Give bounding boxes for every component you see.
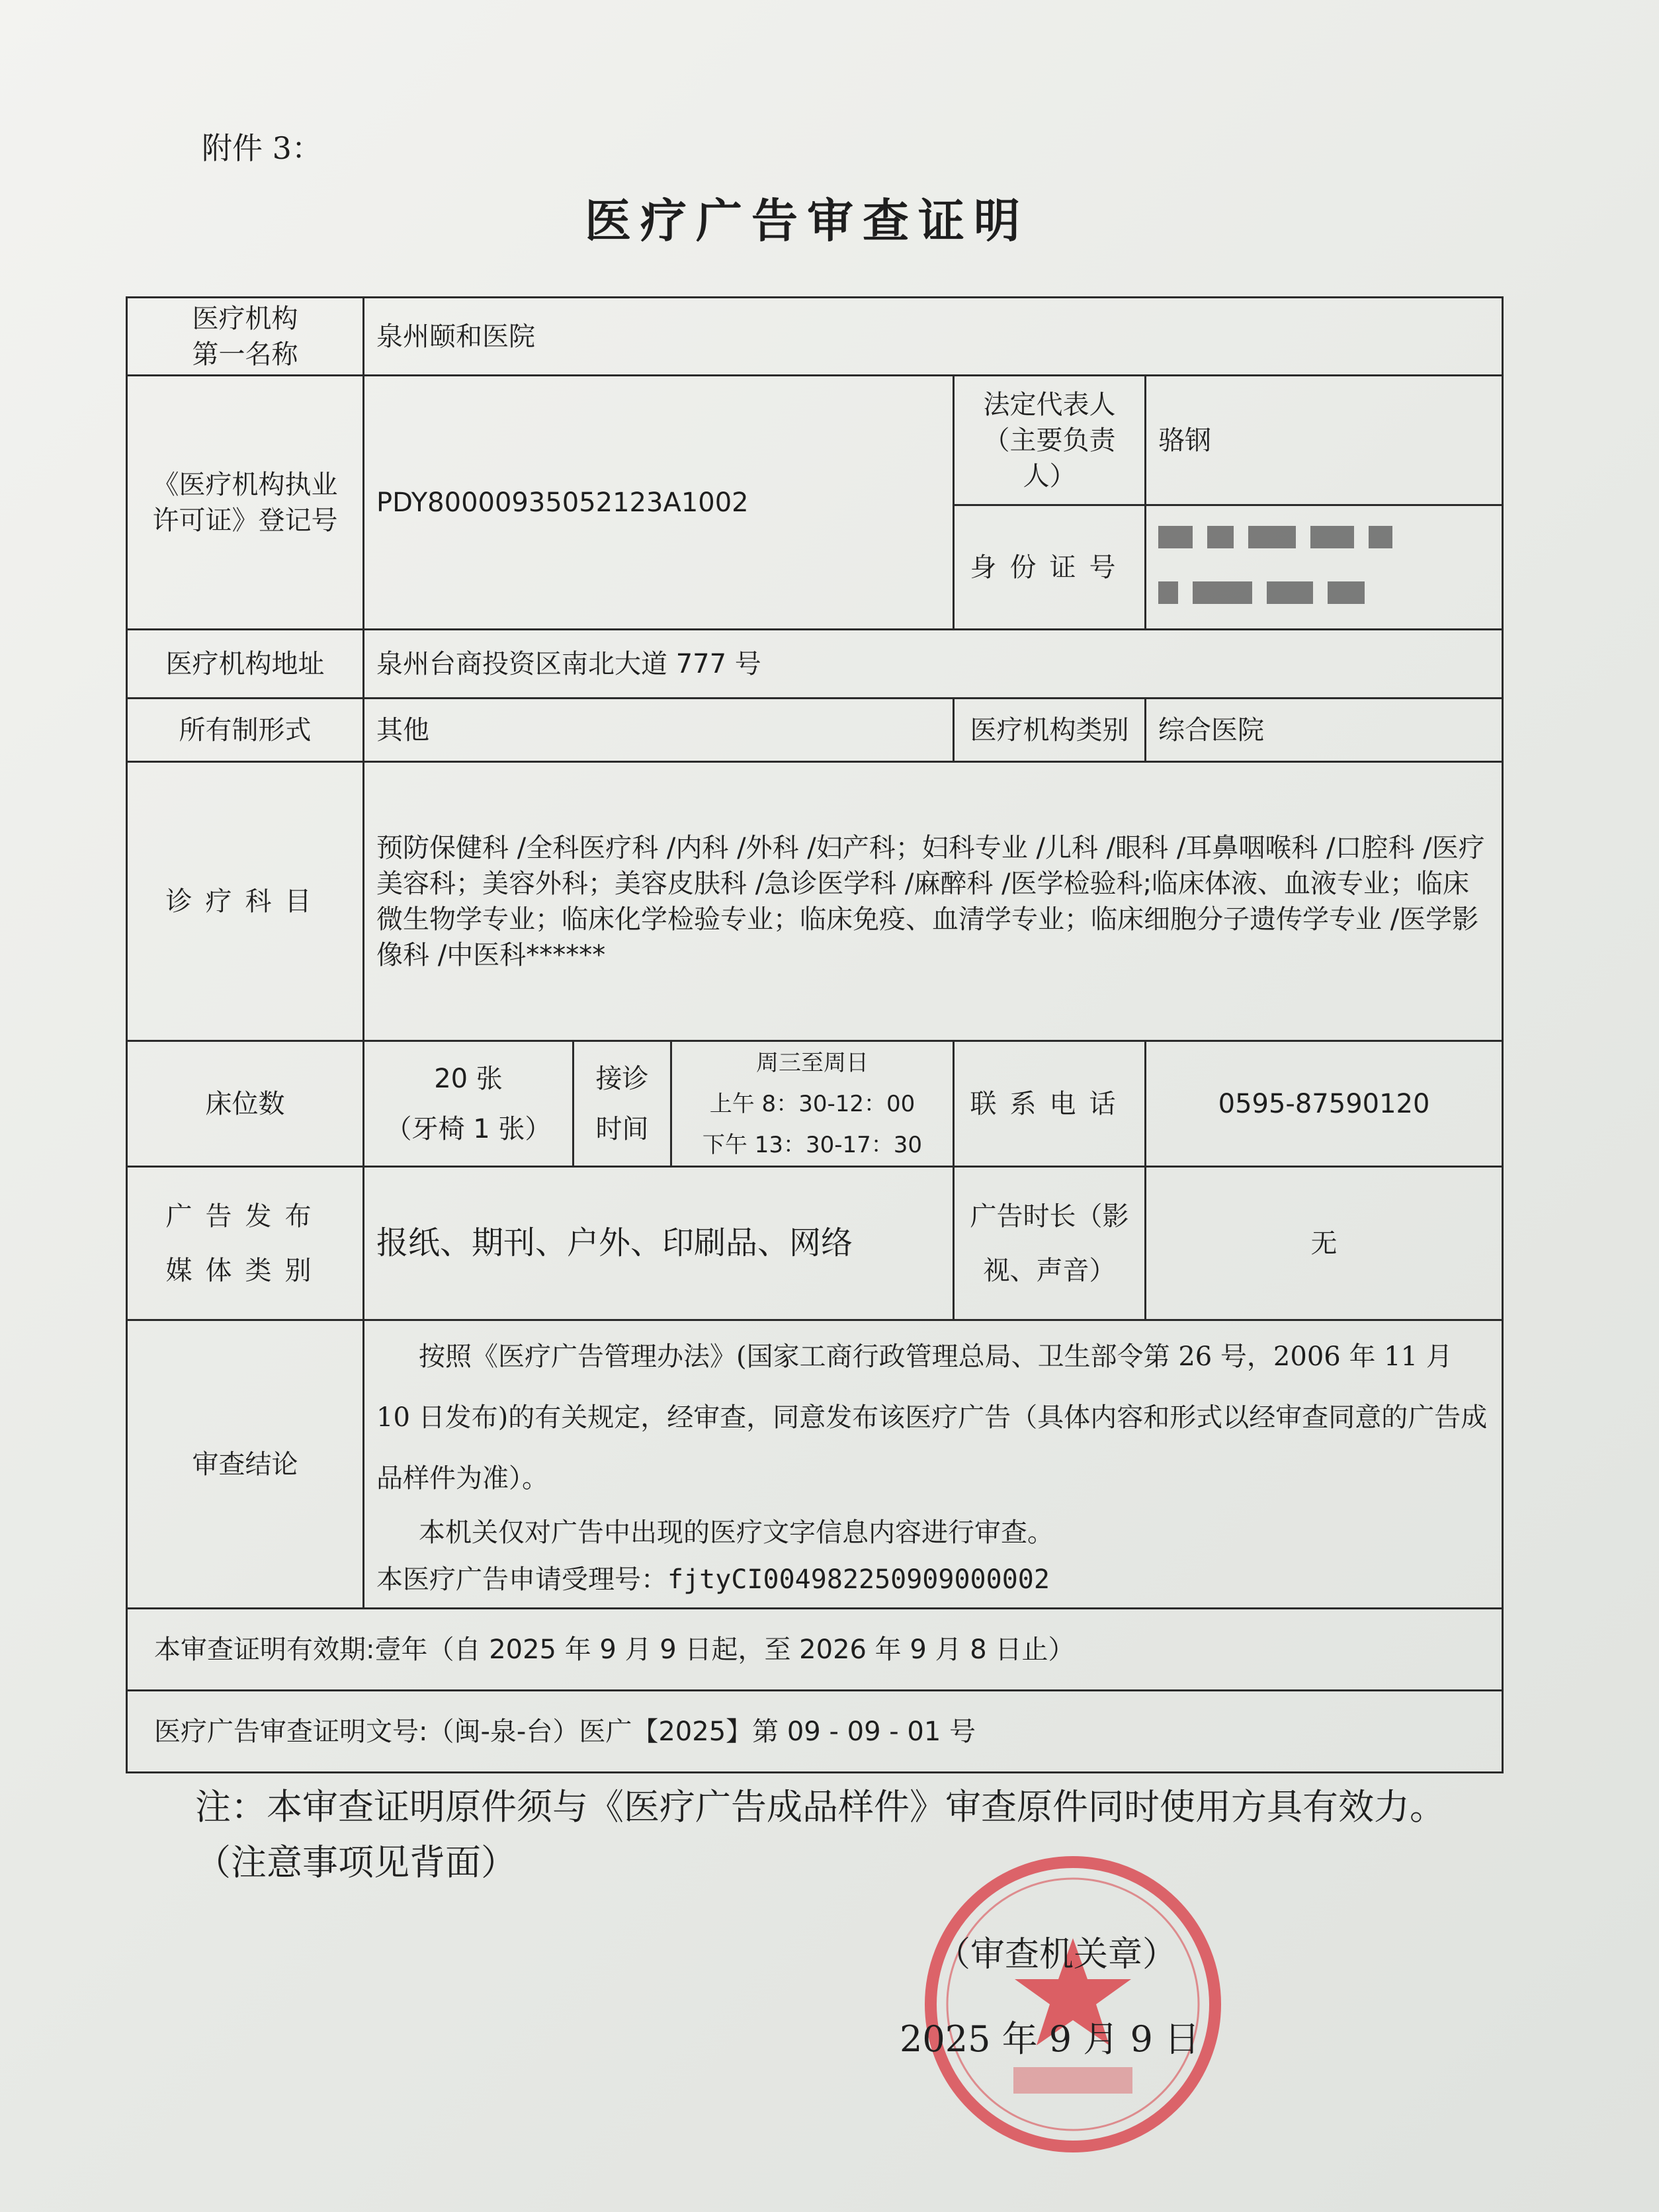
seal-label: （审查机关章）	[936, 1935, 1177, 1975]
departments-label: 诊疗科目	[127, 762, 364, 1041]
review-form	[126, 296, 1504, 1773]
category-value: 综合医院	[1146, 699, 1503, 762]
ownership-value: 其他	[364, 699, 954, 762]
duration-label: 广告时长（影 视、声音）	[954, 1167, 1146, 1320]
attachment-label: 附件 3：	[202, 130, 322, 166]
departments-value: 预防保健科 /全科医疗科 /内科 /外科 /妇产科；妇科专业 /儿科 /眼科 /耳鼻咽喉科 /口腔科 /医疗美容科；美容外科；美容皮肤科 /急诊医学科 /麻醉科 /医学检验科;临床体液、血液专业；临床微生物学专业；临床化学检验专业；临床免疫、血清学专业；临床细胞分子遗传学专业 /医学影像科 /中医科******	[364, 762, 1503, 1041]
conclusion-label: 审查结论	[127, 1320, 364, 1609]
document-title: 医疗广告审查证明	[585, 194, 1029, 248]
certificate-number: 医疗广告审查证明文号:（闽-泉-台）医广【2025】第 09 - 09 - 01 号	[127, 1691, 1503, 1773]
duration-value: 无	[1146, 1167, 1503, 1320]
media-value: 报纸、期刊、户外、印刷品、网络	[364, 1167, 954, 1320]
validity-period: 本审查证明有效期:壹年（自 2025 年 9 月 9 日起，至 2026 年 9 月 8 日止）	[127, 1609, 1503, 1691]
address-label: 医疗机构地址	[127, 630, 364, 699]
name-label: 医疗机构 第一名称	[127, 298, 364, 376]
legal-rep-name: 骆钢	[1146, 376, 1503, 505]
id-number-redacted	[1146, 505, 1503, 630]
hours-label: 接诊 时间	[574, 1041, 671, 1167]
media-label: 广告发布 媒体类别	[127, 1167, 364, 1320]
id-label: 身份证号	[954, 505, 1146, 630]
institution-name: 泉州颐和医院	[364, 298, 1503, 376]
official-seal	[908, 1839, 1238, 2170]
hours-value: 周三至周日 上午 8：30-12：00 下午 13：30-17：30	[671, 1041, 954, 1167]
legal-rep-label: 法定代表人 （主要负责 人）	[954, 376, 1146, 505]
license-number: PDY80000935052123A1002	[364, 376, 954, 630]
issue-date: 2025 年 9 月 9 日	[900, 2018, 1200, 2060]
phone-label: 联系电话	[954, 1041, 1146, 1167]
license-label: 《医疗机构执业 许可证》登记号	[127, 376, 364, 630]
address-value: 泉州台商投资区南北大道 777 号	[364, 630, 1503, 699]
category-label: 医疗机构类别	[954, 699, 1146, 762]
usage-note: 注：本审查证明原件须与《医疗广告成品样件》审查原件同时使用方具有效力。（注意事项见背面）	[195, 1786, 1445, 1883]
beds-label: 床位数	[127, 1041, 364, 1167]
ownership-label: 所有制形式	[127, 699, 364, 762]
phone-value: 0595-87590120	[1146, 1041, 1503, 1167]
conclusion-text: 按照《医疗广告管理办法》(国家工商行政管理总局、卫生部令第 26 号，2006 年 11 月 10 日发布)的有关规定，经审查，同意发布该医疗广告（具体内容和形式以经审查同意的广告成品样件为准）。 本机关仅对广告中出现的医疗文字信息内容进行审查。 本医疗广告申请受理号：fjtyCI004982250909000002	[364, 1320, 1503, 1609]
beds-value: 20 张 （牙椅 1 张）	[364, 1041, 574, 1167]
